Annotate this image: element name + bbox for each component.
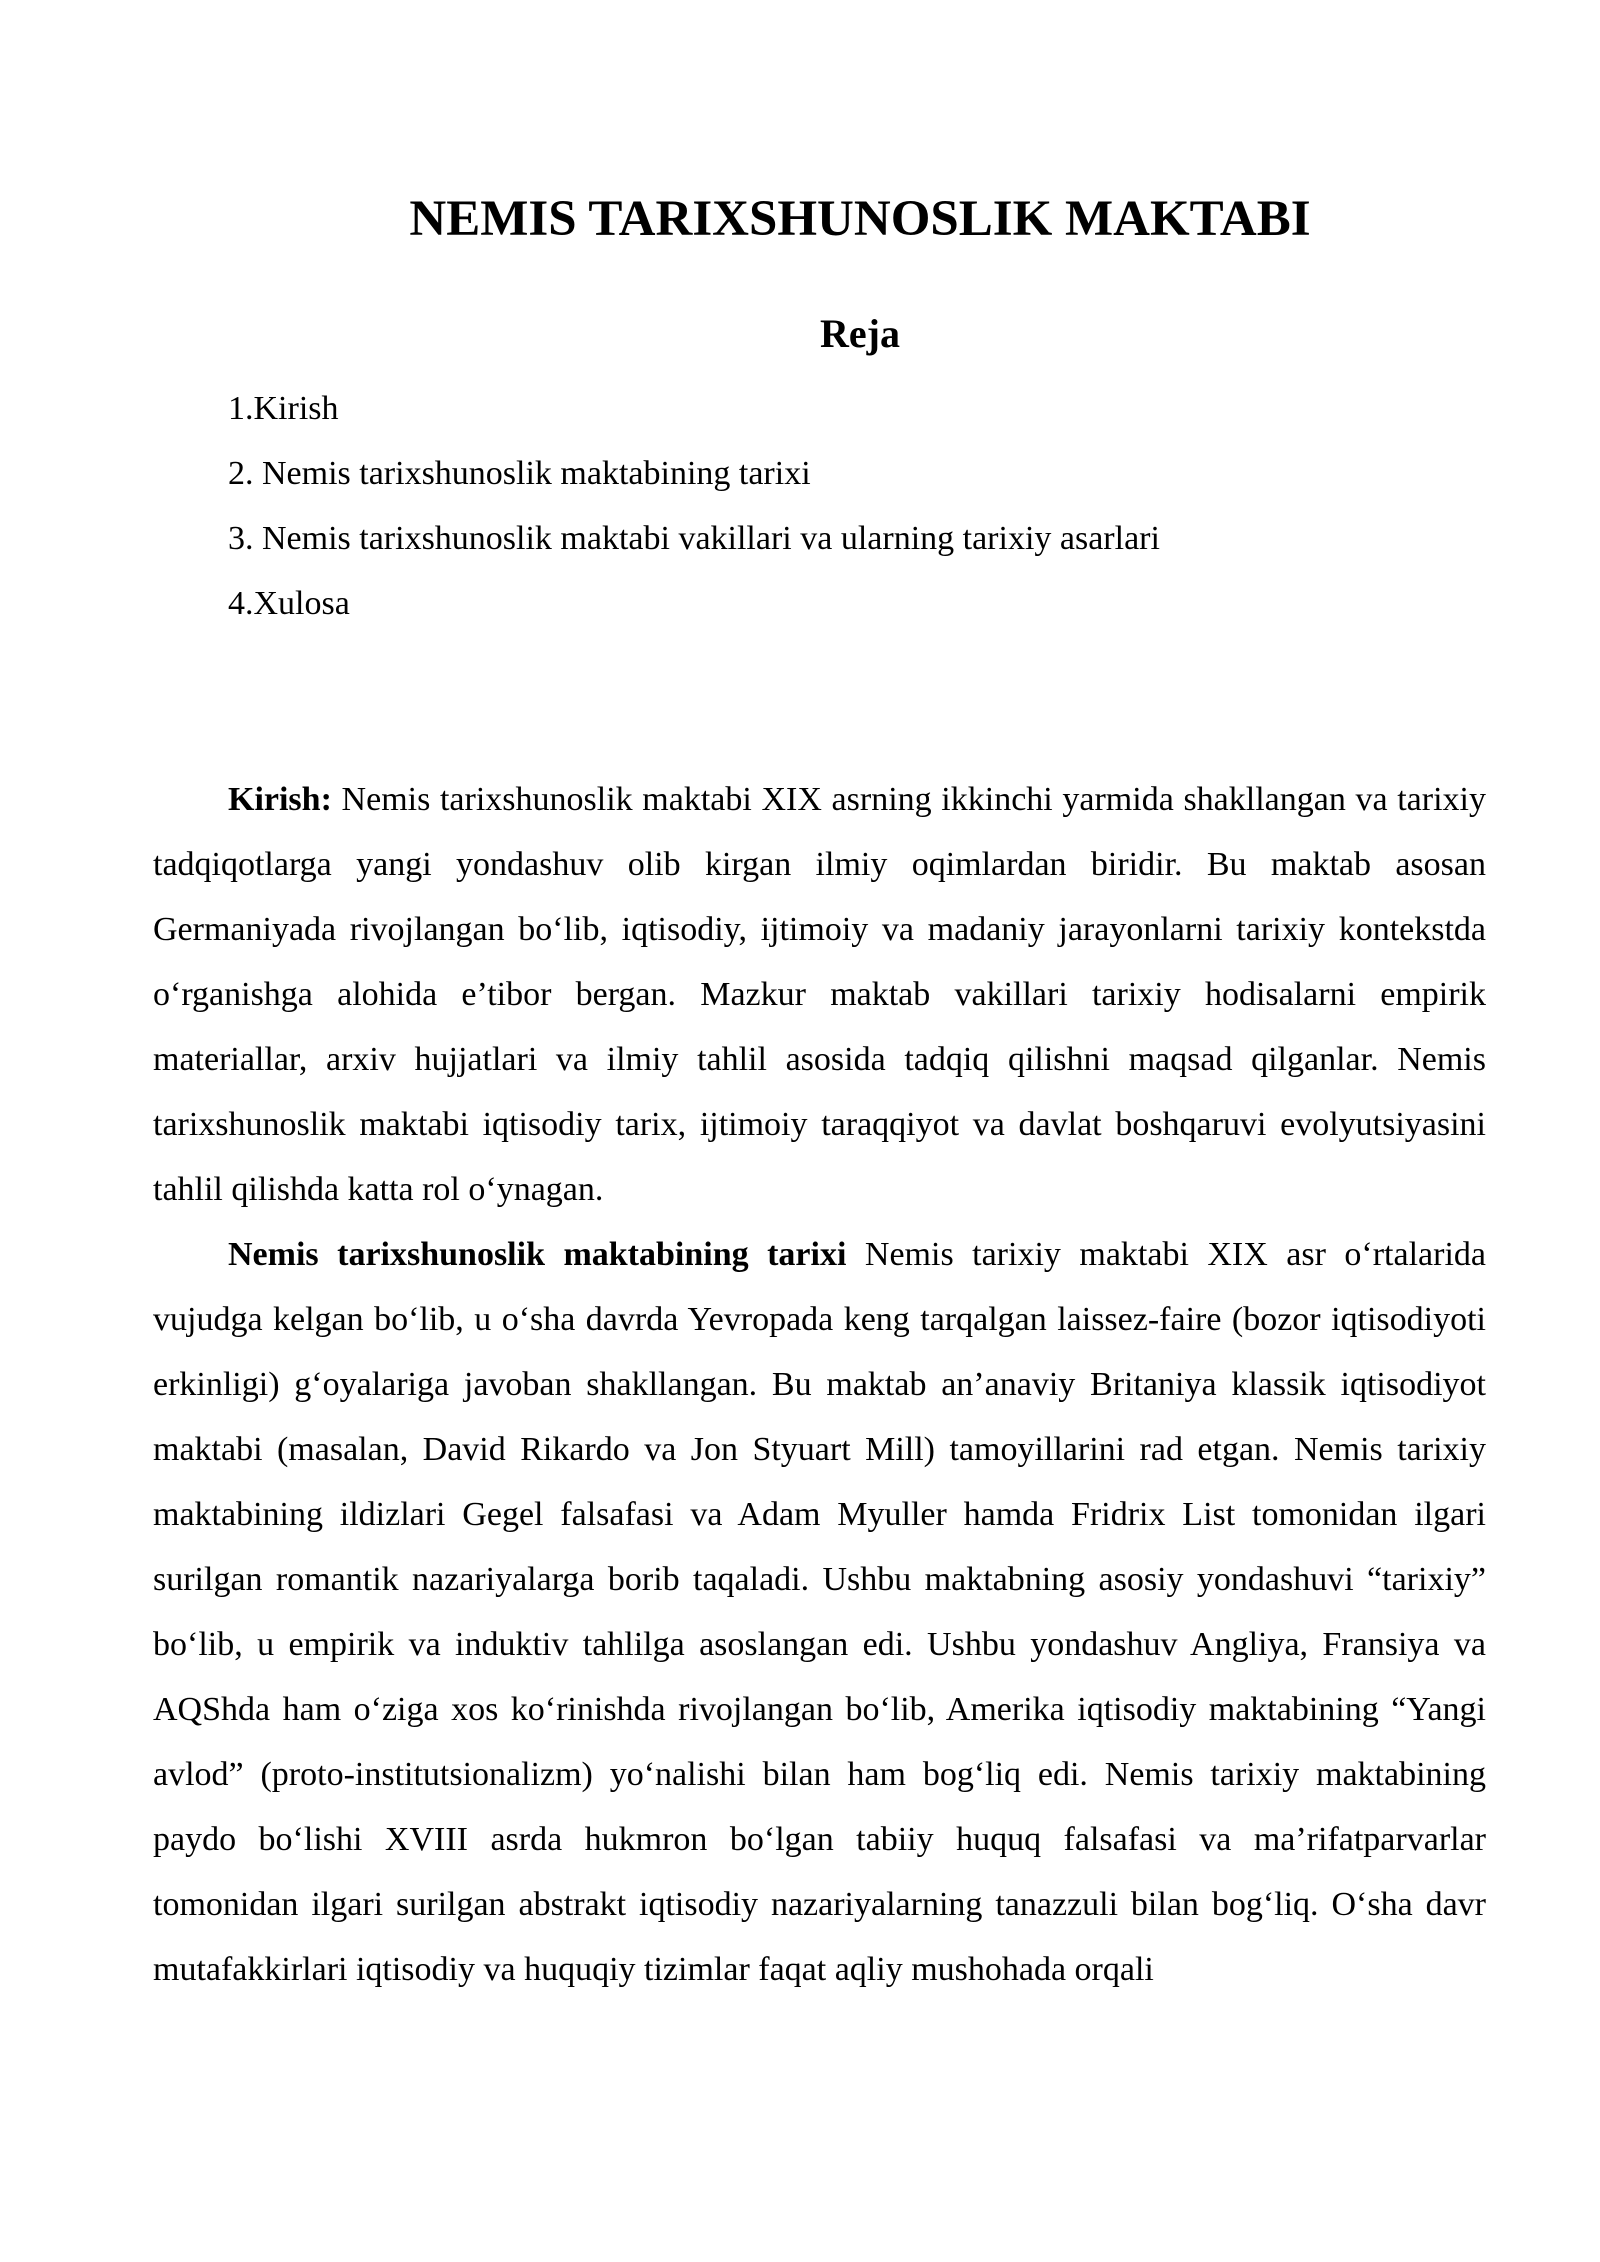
plan-heading: Reja — [820, 311, 900, 356]
paragraph-text: Nemis tarixiy maktabi XIX asr o‘rtalarida vujudga kelgan bo‘lib, u o‘sha davrda Yevropada keng tarqalgan laissez-faire (bozor iqtisodiyoti erkinligi) g‘oyalariga javoban shakllangan. Bu maktab an’anaviy Britaniya klassik iqtisodiyot maktabi (masalan, David Rikardo va Jon Styuart Mill) tamoyillarini rad etgan. Nemis tarixiy maktabining ildizlari Gegel falsafasi va Adam Myuller hamda Fridrix List tomonidan ilgari surilgan romantik nazariyalarga borib taqaladi. Ushbu maktabning asosiy yondashuvi “tarixiy” bo‘lib, u empirik va induktiv tahlilga asoslangan edi. Ushbu yondashuv Angliya, Fransiya va AQShda ham o‘ziga xos ko‘rinishda rivojlangan bo‘lib, Amerika iqtisodiy maktabining “Yangi avlod” (proto-institutsionalizm) yo‘nalishi bilan ham bog‘liq edi. Nemis tarixiy maktabining paydo bo‘lishi XVIII asrda hukmron bo‘lgan tabiiy huquq falsafasi va ma’rifatparvarlar tomonidan ilgari surilgan abstrakt iqtisodiy nazariyalarning tanazzuli bilan bog‘liq. O‘sha davr mutafakkirlari iqtisodiy va huquqiy tizimlar faqat aqliy mushohada orqali — [153, 1236, 1486, 1988]
paragraph-lead: Kirish: — [228, 781, 332, 818]
plan-item-1: 1.Kirish — [228, 390, 339, 427]
plan-item-2: 2. Nemis tarixshunoslik maktabining tarixi — [228, 455, 811, 492]
paragraph-text: Nemis tarixshunoslik maktabi XIX asrning ikkinchi yarmida shakllangan va tarixiy tadqiqotlarga yangi yondashuv olib kirgan ilmiy oqimlardan biridir. Bu maktab asosan Germaniyada rivojlangan bo‘lib, iqtisodiy, ijtimoiy va madaniy jarayonlarni tarixiy kontekstda o‘rganishga alohida e’tibor bergan. Mazkur maktab vakillari tarixiy hodisalarni empirik materiallar, arxiv hujjatlari va ilmiy tahlil asosida tadqiq qilishni maqsad qilganlar. Nemis tarixshunoslik maktabi iqtisodiy tarix, ijtimoiy taraqqiyot va davlat boshqaruvi evolyutsiyasini tahlil qilishda katta rol o‘ynagan. — [153, 781, 1486, 1208]
paragraph-introduction — [153, 767, 1486, 1222]
paragraph-lead: Nemis tarixshunoslik maktabining tarixi — [228, 1236, 847, 1273]
document-title: NEMIS TARIXSHUNOSLIK MAKTABI — [409, 191, 1311, 247]
plan-item-3: 3. Nemis tarixshunoslik maktabi vakillari va ularning tarixiy asarlari — [228, 520, 1160, 557]
body-text — [153, 767, 1486, 2002]
paragraph-history — [153, 1222, 1486, 2002]
plan-item-4: 4.Xulosa — [228, 585, 350, 622]
plan-list — [228, 376, 1160, 636]
